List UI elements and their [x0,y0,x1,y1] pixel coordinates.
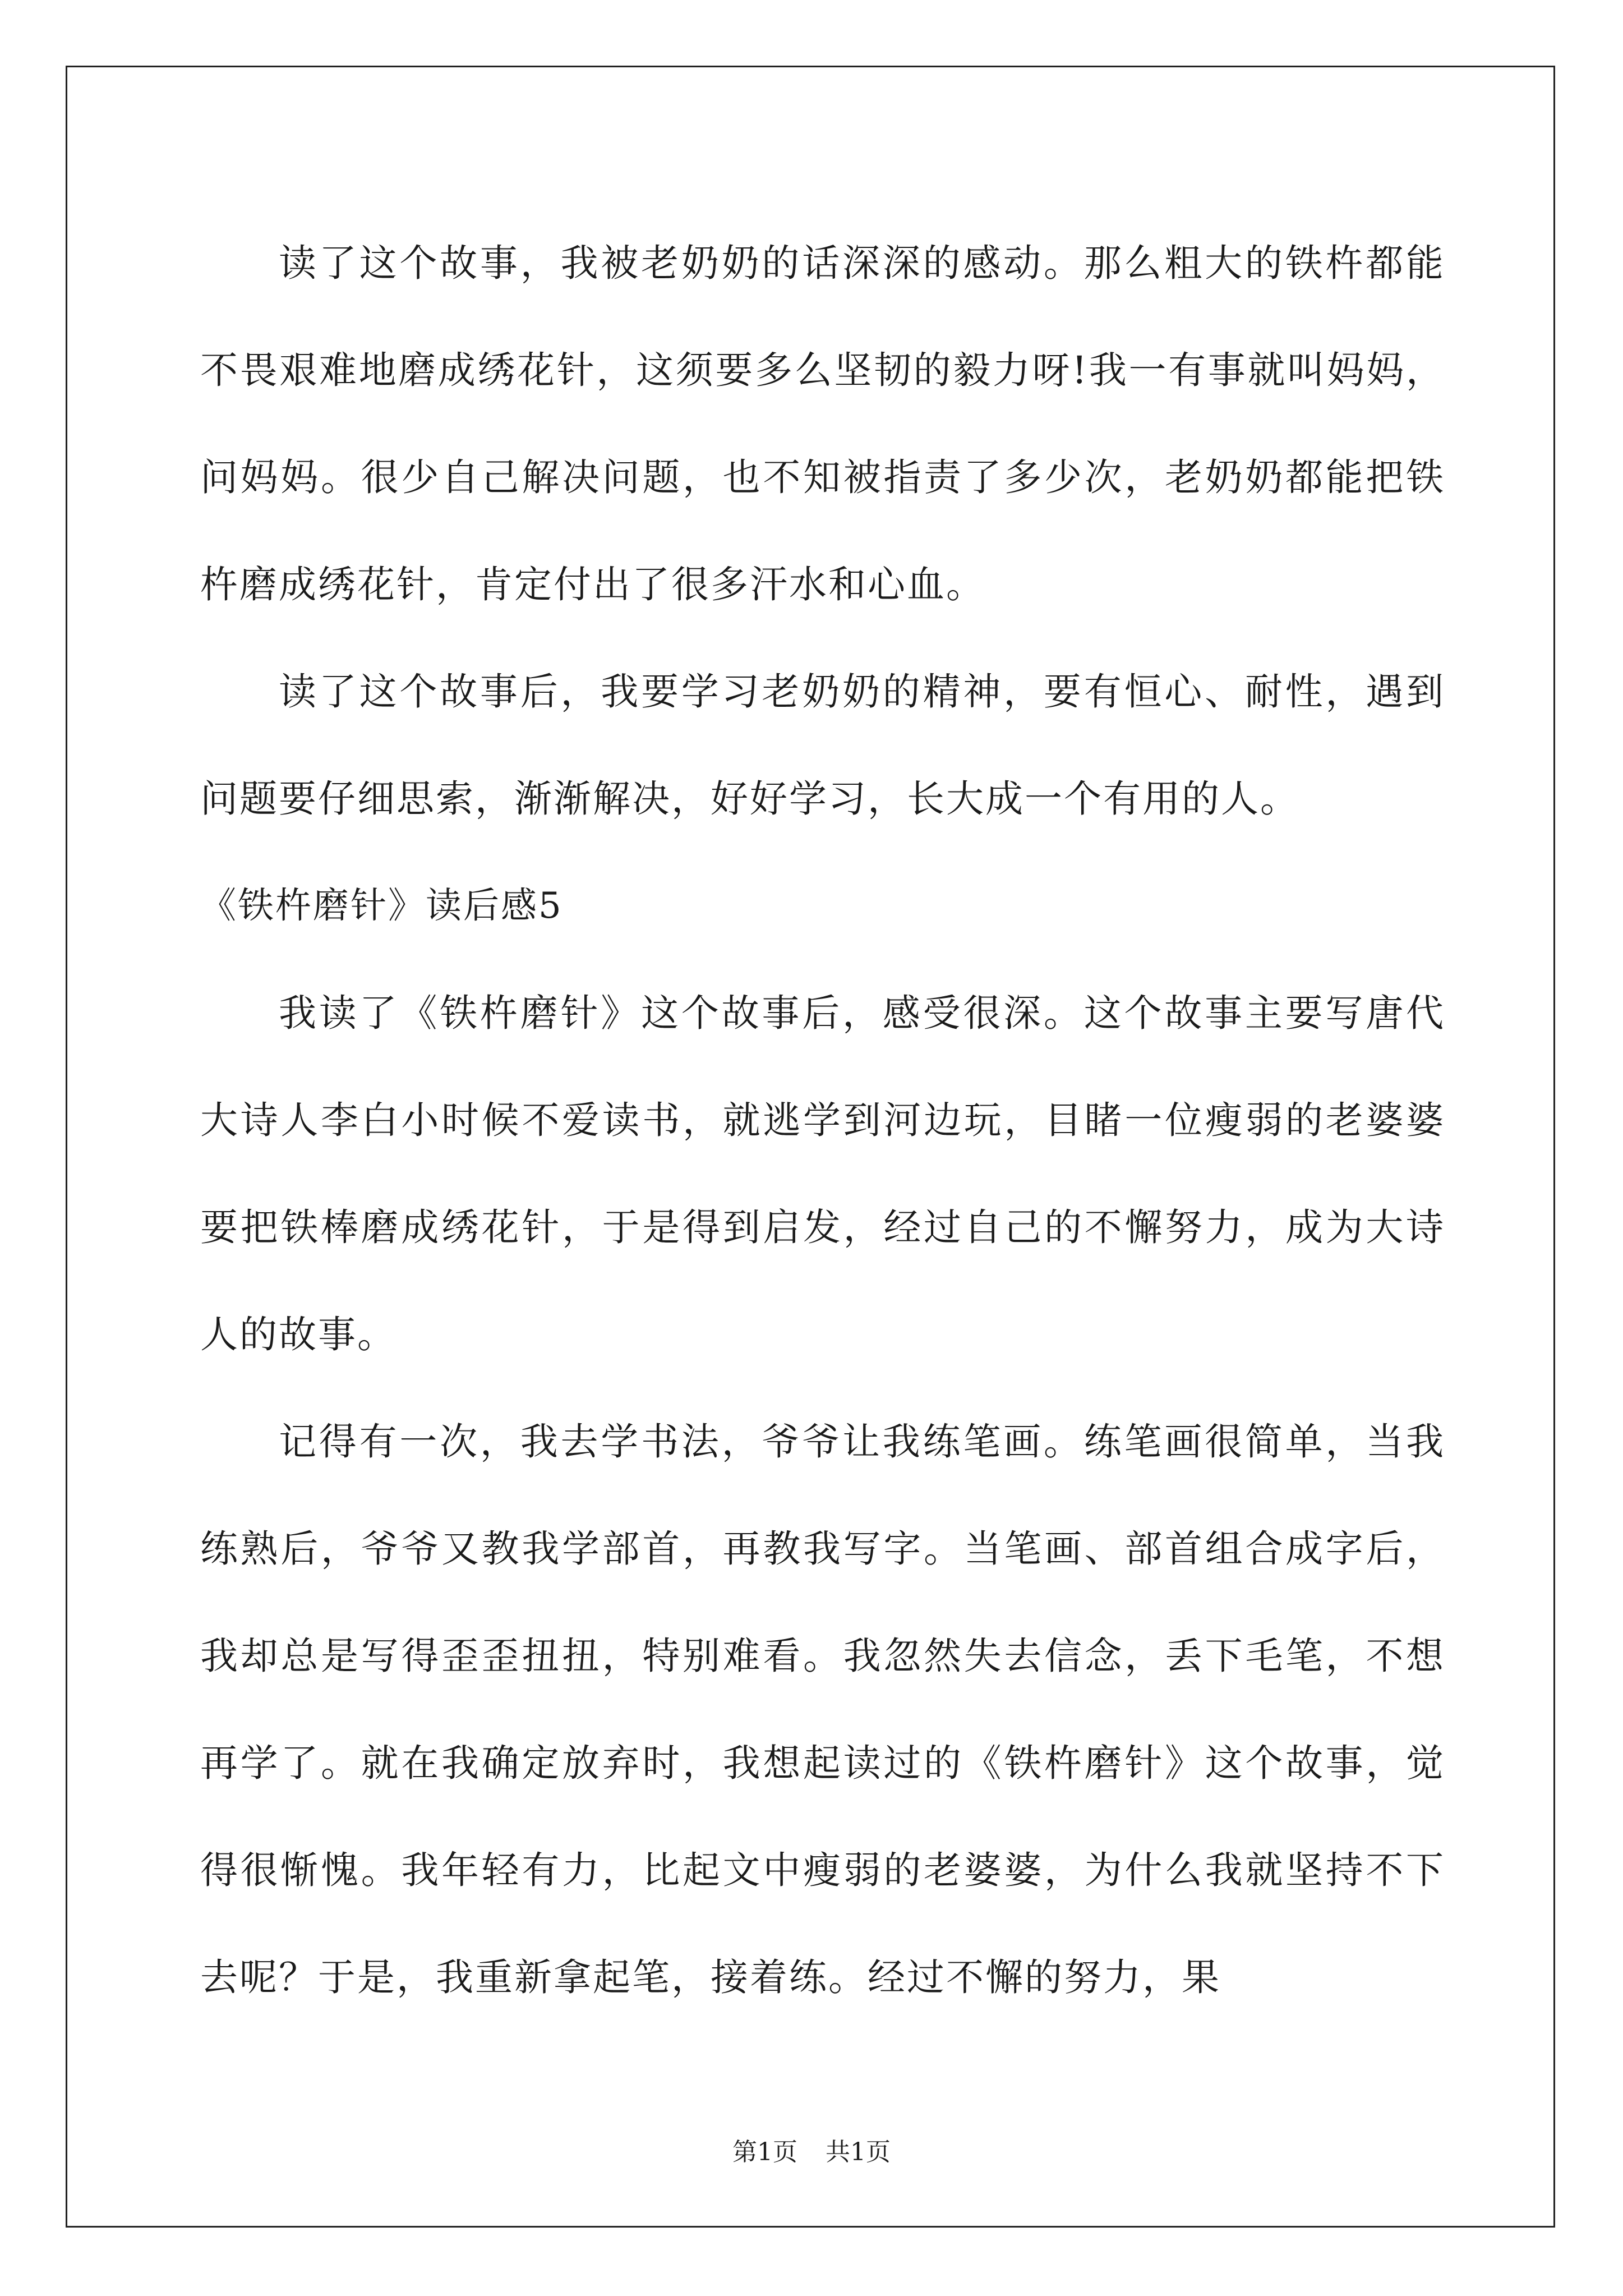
page-number: 第1页 [732,2138,797,2166]
document-body [200,210,1445,2031]
section-heading: 《铁杵磨针》读后感5 [200,885,563,927]
paragraph-4: 记得有一次，我去学书法，爷爷让我练笔画。练笔画很简单，当我练熟后，爷爷又教我学部首，再教我写字。当笔画、部首组合成字后，我却总是写得歪歪扭扭，特别难看。我忽然失去信念，丢下毛笔，不想再学了。就在我确定放弃时，我想起读过的《铁杵磨针》这个故事，觉得很惭愧。我年轻有力，比起文中瘦弱的老婆婆，为什么我就坚持不下去呢？于是，我重新拿起笔，接着练。经过不懈的努力，果 [200,1420,1445,1999]
paragraph-2: 读了这个故事后，我要学习老奶奶的精神，要有恒心、耐性，遇到问题要仔细思索，渐渐解决，好好学习，长大成一个有用的人。 [200,670,1445,821]
paragraph-3: 我读了《铁杵磨针》这个故事后，感受很深。这个故事主要写唐代大诗人李白小时候不爱读书，就逃学到河边玩，目睹一位瘦弱的老婆婆要把铁棒磨成绣花针，于是得到启发，经过自己的不懈努力，成为大诗人的故事。 [200,991,1445,1356]
page-footer [0,2136,1623,2169]
paragraph-1: 读了这个故事，我被老奶奶的话深深的感动。那么粗大的铁杵都能不畏艰难地磨成绣花针，这须要多么坚韧的毅力呀!我一有事就叫妈妈，问妈妈。很少自己解决问题，也不知被指责了多少次，老奶奶都能把铁杵磨成绣花针，肯定付出了很多汗水和心血。 [200,241,1445,606]
page-total: 共1页 [826,2138,891,2166]
